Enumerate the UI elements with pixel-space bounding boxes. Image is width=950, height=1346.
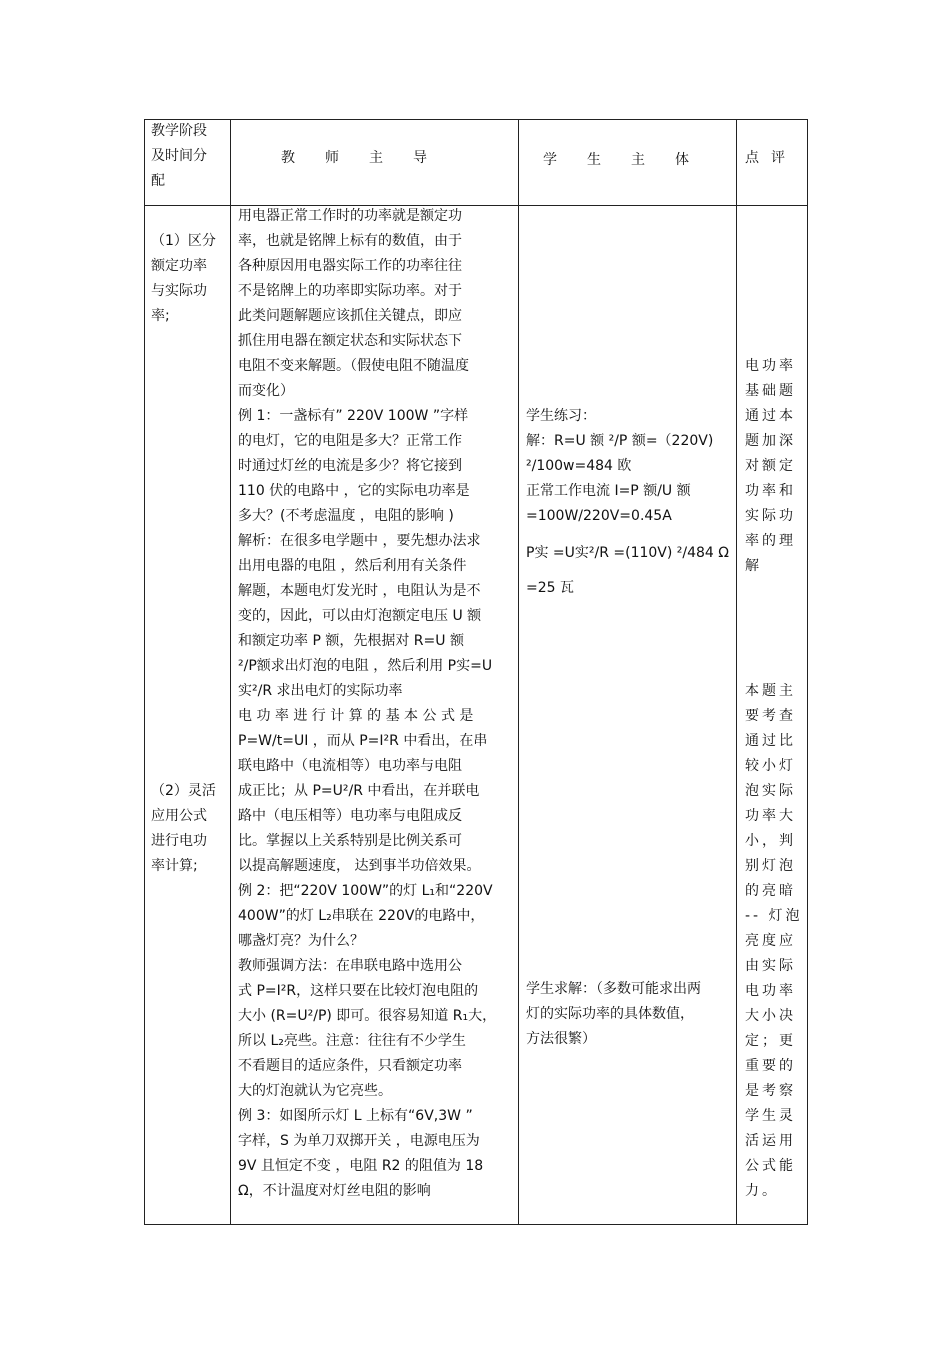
student-exercise-2: 学生求解：（多数可能求出两 灯的实际功率的具体数值， 方法很繁）	[526, 981, 701, 1047]
header-teacher: 教师主导	[281, 150, 457, 166]
teacher-text: 用电器正常工作时的功率就是额定功 率，也就是铭牌上标有的数值，由于 各种原因用电器实际工作的功率往往 不是铭牌上的功率即实际功率。对于 此类问题解题应该抓住关键点，即应 抓住用电器在额定状态和实际状态下 电阻不变来解题。（假使电阻不随温度 而变化） 例 1：一盏标有” 220V 100W ”字样 的电灯，它的电阻是多大？正常工作 时通过灯丝的电流是多少？将它接到 110 伏的电路中 ，它的实际电功率是 多大？(不考虑温度 ，电阻的影响 ) 解析：在很多电学题中 ，要先想办法求 出用电器的电阻 ，然后利用有关条件 解题，本题电灯发光时 ，电阻认为是不 变的，因此，可以由灯泡额定电压 U 额 和额定功率 P 额，先根据对 R=U 额 ²/P额求出灯泡的电阻 ，然后利用 P实=U 实²/R 求出电灯的实际功率 电 功 率 进 行 计 算 的 基 本 公 式 是 P=W/t=UI ，而从 P=I²R 中看出，在串 联电路中（电流相等）电功率与电阻 成正比；从 P=U²/R 中看出，在并联电 路中（电压相等）电功率与电阻成反 比。掌握以上关系特别是比例关系可 以提高解题速度， 达到事半功倍效果。 例 2：把“220V 100W”的灯 L₁和“220V 400W”的灯 L₂串联在 220V的电路中， 哪盏灯亮？为什么？ 教师强调方法：在串联电路中选用公 式 P=I²R，这样只要在比较灯泡电阻的 大小 (R=U²/P) 即可。很容易知道 R₁大， 所以 L₂亮些。注意：往往有不少学生 不看题目的适应条件，只看额定功率 大的灯泡就认为它亮些。 例 3：如图所示灯 L 上标有“6V,3W ” 字样，S 为单刀双掷开关 ，电源电压为 9V 且恒定不变 ，电阻 R2 的阻值为 18 Ω，不计温度对灯丝电阻的影响	[238, 208, 497, 1199]
column-divider	[230, 120, 231, 1224]
header-comment: 点评	[745, 150, 797, 166]
header-stage-time: 教学阶段 及时间分 配	[151, 123, 207, 189]
lesson-table	[144, 119, 808, 1225]
stage-2: （2）灵活 应用公式 进行电功 率计算;	[151, 783, 216, 874]
stage-1: （1）区分 额定功率 与实际功 率;	[151, 233, 216, 324]
comment-1: 电功率 基础题 通过本 题加深 对额定 功率和 实际功 率的理 解	[745, 358, 796, 574]
comment-2: 本题主 要考查 通过比 较小灯 泡实际 功率大 小，判 别灯泡 的亮暗 -- 灯泡 亮度应 由实际 电功率 大小决 定；更 重要的 是考察 学生灵 活运用 公式能 力。	[745, 683, 803, 1199]
header-student: 学生主体	[543, 152, 719, 168]
column-divider	[736, 120, 737, 1224]
column-divider	[518, 120, 519, 1224]
student-exercise-1: 学生练习： 解：R=U 额 ²/P 额=（220V) ²/100w=484 欧 正常工作电流 I=P 额/U 额 =100W/220V=0.45A P实 =U实²/R =(110V) ²/484 Ω =25 瓦	[526, 408, 729, 596]
